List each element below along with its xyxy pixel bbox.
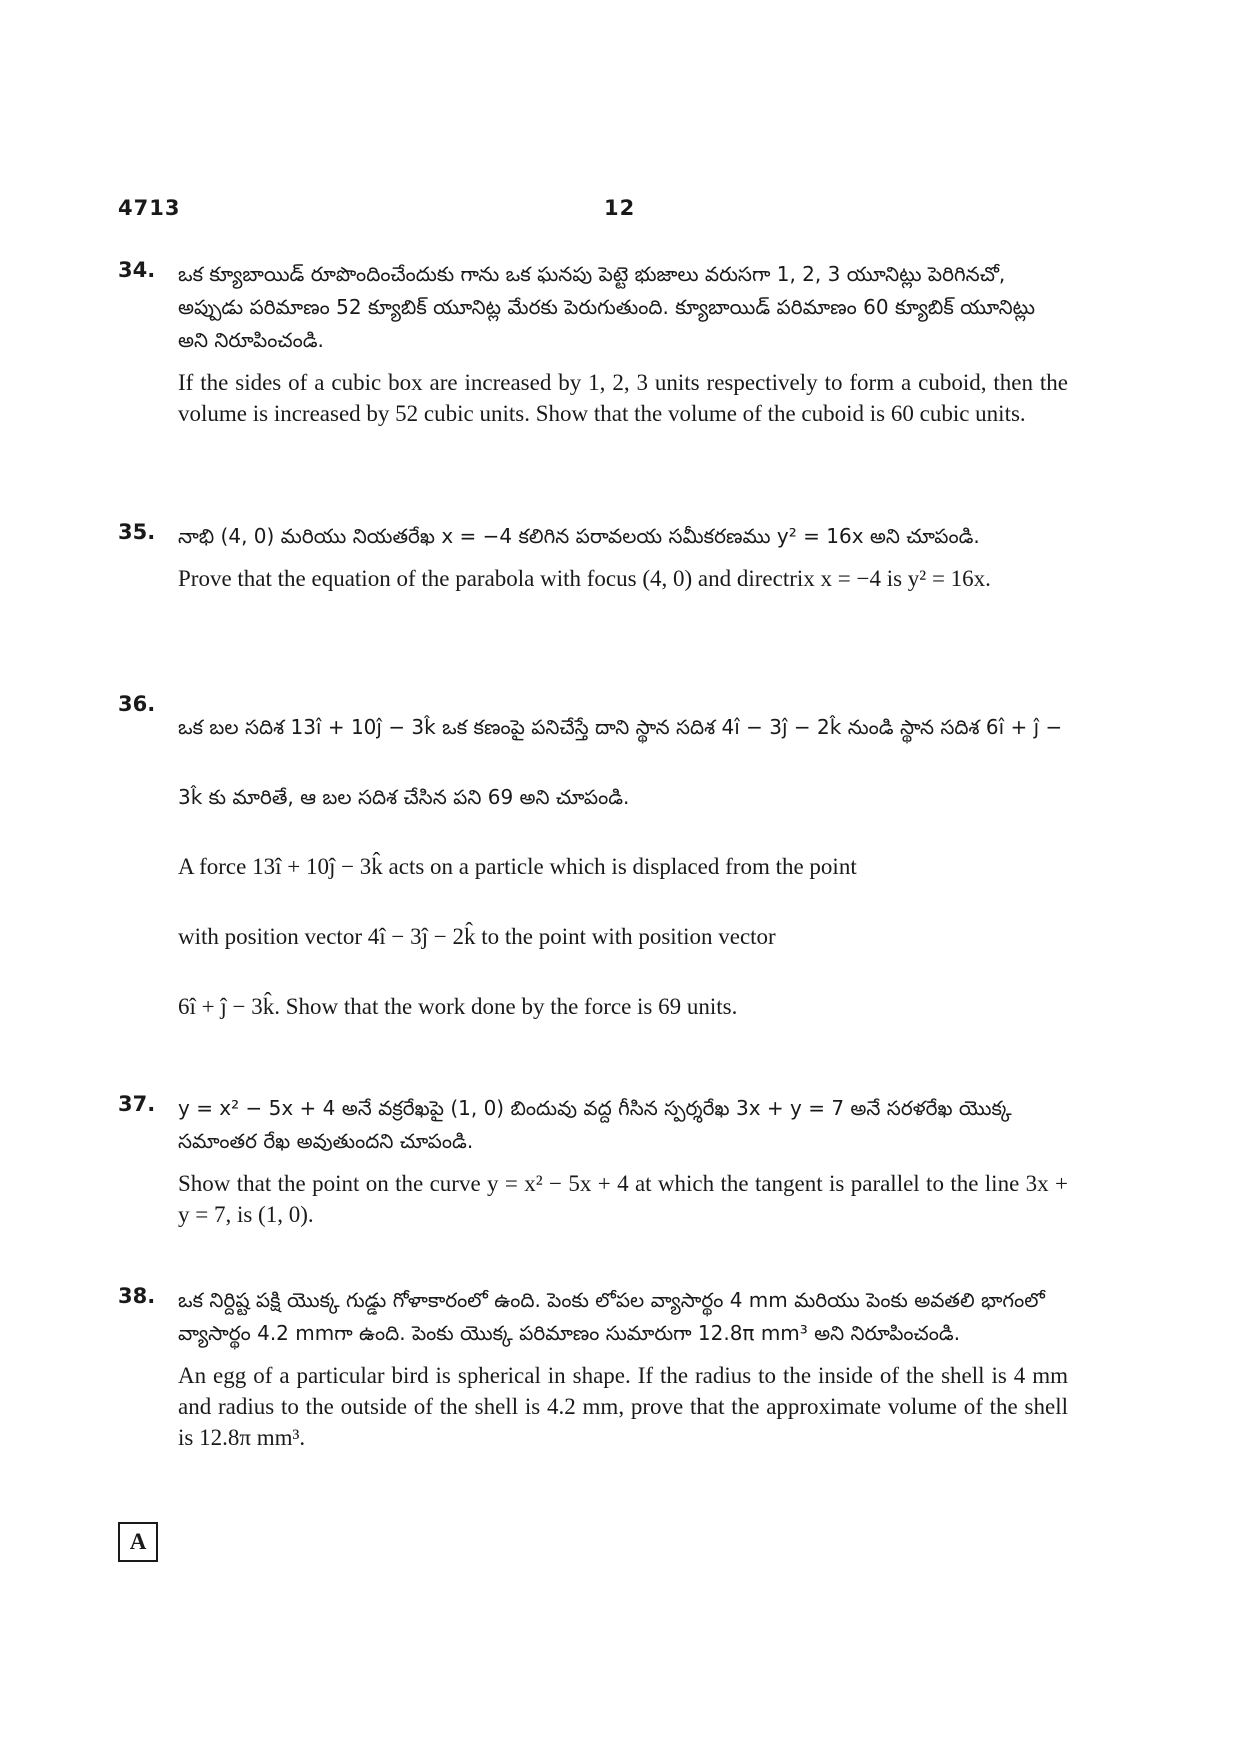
question-number: 37. — [118, 1092, 156, 1116]
booklet-series-box: A — [118, 1522, 158, 1562]
question-38 — [118, 1284, 1068, 1453]
question-telugu-text: y = x² − 5x + 4 అనే వక్రరేఖపై (1, 0) బిందువు వద్ద గీసిన స్పర్శరేఖ 3x + y = 7 అనే సరళరేఖ యొక్క సమాంతర రేఖ అవుతుందని చూపండి. — [178, 1096, 1012, 1153]
question-telugu-text: ఒక క్యూబాయిడ్ రూపొందించేందుకు గాను ఒక ఘనపు పెట్టె భుజాలు వరుసగా 1, 2, 3 యూనిట్లు పెరిగినచో, అప్పుడు పరిమాణం 52 క్యూబిక్ యూనిట్ల మేరకు పెరుగుతుంది. క్యూబాయిడ్ పరిమాణం 60 క్యూబిక్ యూనిట్లు అని నిరూపించండి. — [178, 262, 1036, 352]
english-line: 6î + ĵ − 3k̂. Show that the work done by the force is 69 units. — [178, 994, 738, 1019]
question-35 — [118, 520, 1068, 594]
paper-code: 4713 — [118, 196, 181, 220]
question-number: 34. — [118, 258, 156, 282]
english-line: A force 13î + 10ĵ − 3k̂ acts on a particle which is displaced from the point — [178, 854, 857, 879]
question-english-text: Show that the point on the curve y = x² − 5x + 4 at which the tangent is parallel to the line 3x + y = 7, is (1, 0). — [178, 1171, 1068, 1227]
question-english-text: If the sides of a cubic box are increased by 1, 2, 3 units respectively to form a cuboid, then the volume is increased by 52 cubic units. Show that the volume of the cuboid is 60 cubic units. — [178, 370, 1068, 426]
page-number: 12 — [604, 196, 636, 220]
question-36 — [118, 692, 1068, 1042]
question-english-text — [178, 832, 1068, 1042]
question-english-text: Prove that the equation of the parabola with focus (4, 0) and directrix x = −4 is y² = 16x. — [178, 566, 991, 591]
question-english-text: An egg of a particular bird is spherical in shape. If the radius to the inside of the shell is 4 mm and radius to the outside of the shell is 4.2 mm, prove that the approximate volume of the shell is 12.8π mm³. — [178, 1363, 1068, 1450]
question-37 — [118, 1092, 1068, 1230]
question-34 — [118, 258, 1068, 429]
question-telugu-text: ఒక నిర్దిష్ట పక్షి యొక్క గుడ్డు గోళాకారంలో ఉంది. పెంకు లోపల వ్యాసార్థం 4 mm మరియు పెంకు అవతలి భాగంలో వ్యాసార్థం 4.2 mmగా ఉంది. పెంకు యొక్క పరిమాణం సుమారుగా 12.8π mm³ అని నిరూపించండి. — [178, 1288, 1045, 1345]
question-number: 36. — [118, 692, 156, 716]
question-number: 35. — [118, 520, 156, 544]
question-telugu-text: ఒక బల సదిశ 13î + 10ĵ − 3k̂ ఒక కణంపై పనిచేస్తే దాని స్థాన సదిశ 4î − 3ĵ − 2k̂ నుండి స్థాన సదిశ 6î + ĵ − 3k̂ కు మారితే, ఆ బల సదిశ చేసిన పని 69 అని చూపండి. — [178, 715, 1063, 809]
question-number: 38. — [118, 1284, 156, 1308]
question-telugu-text: నాభి (4, 0) మరియు నియతరేఖ x = −4 కలిగిన పరావలయ సమీకరణము y² = 16x అని చూపండి. — [178, 524, 980, 548]
english-line: with position vector 4î − 3ĵ − 2k̂ to the point with position vector — [178, 924, 776, 949]
